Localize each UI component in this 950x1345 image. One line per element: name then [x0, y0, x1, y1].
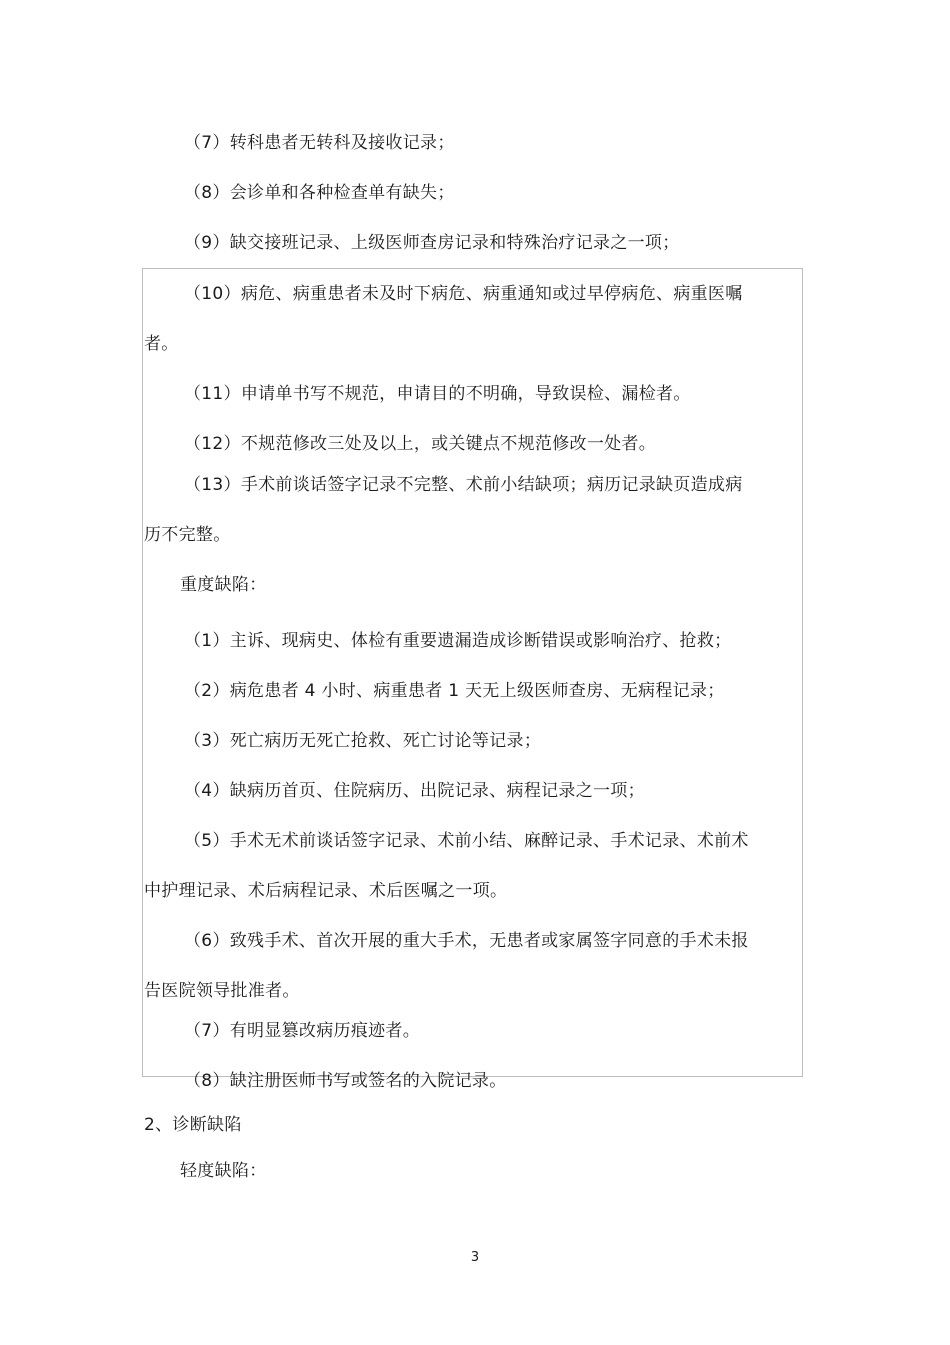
item-11-request-form: （11）申请单书写不规范，申请目的不明确，导致误检、漏检者。	[184, 384, 691, 404]
severe-item-6-continued: 告医院领导批准者。	[144, 981, 300, 1001]
item-12-revision: （12）不规范修改三处及以上，或关键点不规范修改一处者。	[184, 434, 657, 454]
item-13-surgery-consent: （13）手术前谈话签字记录不完整、术前小结缺项；病历记录缺页造成病	[184, 475, 743, 495]
severe-item-2: （2）病危患者 4 小时、病重患者 1 天无上级医师查房、无病程记录；	[184, 681, 725, 701]
severe-item-6: （6）致残手术、首次开展的重大手术，无患者或家属签字同意的手术未报	[184, 931, 749, 951]
severe-item-4: （4）缺病历首页、住院病历、出院记录、病程记录之一项；	[184, 781, 645, 801]
severe-item-5-continued: 中护理记录、术后病程记录、术后医嘱之一项。	[144, 881, 508, 901]
severe-item-5: （5）手术无术前谈话签字记录、术前小结、麻醉记录、手术记录、术前术	[184, 831, 749, 851]
item-8-consult: （8）会诊单和各种检查单有缺失；	[184, 183, 455, 203]
item-10-continued: 者。	[144, 334, 179, 354]
severe-item-7: （7）有明显篡改病历痕迹者。	[184, 1021, 421, 1041]
section-diagnosis-defects: 2、诊断缺陷	[144, 1115, 242, 1135]
mild-defects-heading: 轻度缺陷：	[180, 1161, 267, 1181]
severe-item-1: （1）主诉、现病史、体检有重要遗漏造成诊断错误或影响治疗、抢救；	[184, 631, 732, 651]
item-9-handover: （9）缺交接班记录、上级医师查房记录和特殊治疗记录之一项；	[184, 233, 680, 253]
item-7-transfer: （7）转科患者无转科及接收记录；	[184, 133, 455, 153]
page-number: 3	[470, 1250, 480, 1265]
item-10-critical: （10）病危、病重患者未及时下病危、病重通知或过早停病危、病重医嘱	[184, 284, 743, 304]
severe-item-3: （3）死亡病历无死亡抢救、死亡讨论等记录；	[184, 731, 542, 751]
severe-item-8: （8）缺注册医师书写或签名的入院记录。	[184, 1071, 507, 1091]
severe-defects-heading: 重度缺陷：	[180, 575, 267, 595]
item-13-continued: 历不完整。	[144, 525, 231, 545]
